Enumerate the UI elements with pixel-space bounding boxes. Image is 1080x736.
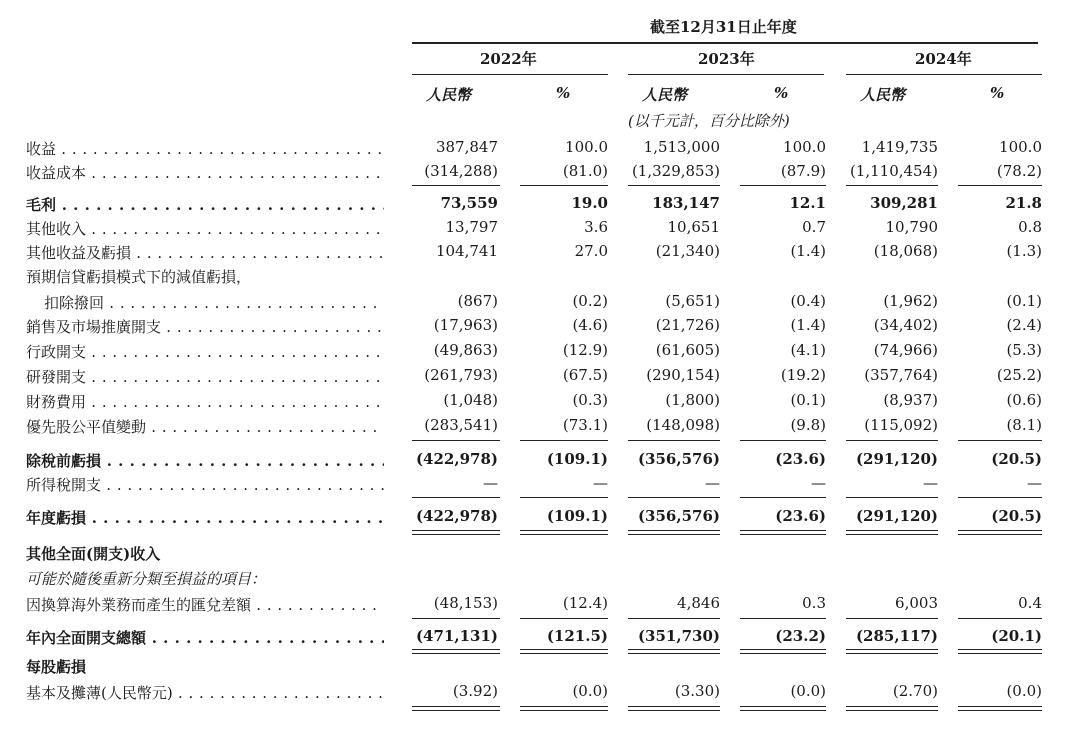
currency-header-2022: 人民幣 (426, 86, 472, 104)
value-2023-pct: 12.1 (789, 194, 826, 212)
value-2022-pct: (0.0) (572, 682, 608, 700)
value-2024-rmb: 1,419,735 (861, 138, 938, 156)
row-impairment-heading (0, 266, 1080, 291)
rule-segment (412, 185, 500, 186)
value-2023-rmb: (356,576) (637, 450, 720, 468)
value-2022-pct: 100.0 (565, 138, 608, 156)
value-2023-rmb: 4,846 (677, 594, 720, 612)
rule-segment (846, 497, 938, 498)
value-2024-pct: 100.0 (999, 138, 1042, 156)
value-2023-rmb: (356,576) (637, 507, 720, 525)
rule-segment (740, 534, 826, 535)
value-2024-pct: (1.3) (1006, 242, 1042, 260)
value-2024-rmb: (1,110,454) (849, 162, 938, 180)
value-2023-pct: 100.0 (783, 138, 826, 156)
period-header: 截至12月31日止年度 (650, 18, 797, 36)
rule-segment (520, 185, 608, 186)
value-2023-rmb: — (705, 474, 720, 492)
rule-segment (846, 440, 938, 441)
row-preferred-shares-fv (0, 416, 1080, 441)
value-2023-pct: (1.4) (790, 242, 826, 260)
rule-segment (958, 710, 1042, 711)
value-2024-rmb: (2.70) (892, 682, 938, 700)
year-2024-rule (846, 74, 1042, 75)
currency-header-2023: 人民幣 (642, 86, 688, 104)
value-2024-rmb: (115,092) (864, 416, 938, 434)
value-2022-rmb: (471,131) (415, 627, 498, 645)
row-label: 預期信貸虧損模式下的減值虧損， (26, 268, 252, 286)
value-2022-rmb: (314,288) (424, 162, 498, 180)
row-basic-diluted (0, 682, 1080, 707)
value-2024-rmb: (285,117) (855, 627, 938, 645)
value-2023-pct: (1.4) (790, 316, 826, 334)
value-2023-pct: (23.6) (775, 450, 826, 468)
rule-segment (846, 710, 938, 711)
rule-segment (520, 534, 608, 535)
row-cost-of-revenue (0, 162, 1080, 187)
rule-segment (846, 534, 938, 535)
value-2022-pct: 27.0 (574, 242, 608, 260)
period-rule (412, 42, 1038, 44)
rule-segment (958, 185, 1042, 186)
rule-segment (520, 706, 608, 707)
rule-segment (628, 440, 720, 441)
value-2022-rmb: (867) (457, 292, 498, 310)
rule-segment (412, 618, 500, 619)
value-2022-pct: (12.4) (562, 594, 608, 612)
rule-segment (958, 534, 1042, 535)
value-2023-rmb: (148,098) (646, 416, 720, 434)
rule-segment (740, 653, 826, 654)
value-2022-rmb: (283,541) (424, 416, 498, 434)
currency-header-2024: 人民幣 (860, 86, 906, 104)
rule-segment (958, 497, 1042, 498)
row-label: 年度虧損 . . . (26, 507, 384, 528)
row-fx-differences (0, 594, 1080, 619)
rule-segment (958, 653, 1042, 654)
rule-segment (740, 497, 826, 498)
row-label: 收益成本 . . . (26, 162, 384, 183)
value-2024-pct: (0.0) (1006, 682, 1042, 700)
percent-header-2022: % (556, 84, 571, 102)
rule-segment (520, 440, 608, 441)
row-net-of-reversal (0, 292, 1080, 317)
value-2023-pct: (4.1) (790, 341, 826, 359)
value-2022-rmb: (422,978) (415, 507, 498, 525)
percent-header-2024: % (990, 84, 1005, 102)
value-2022-rmb: — (483, 474, 498, 492)
value-2022-rmb: (17,963) (433, 316, 498, 334)
rule-segment (846, 185, 938, 186)
rule-segment (740, 530, 826, 531)
rule-segment (740, 618, 826, 619)
rule-segment (628, 618, 720, 619)
value-2024-rmb: (34,402) (873, 316, 938, 334)
percent-header-2023: % (774, 84, 789, 102)
row-other-gains-losses (0, 242, 1080, 267)
row-label: 其他全面(開支)收入 (26, 545, 161, 563)
row-admin-expenses (0, 341, 1080, 366)
row-label: 除稅前虧損 . . . (26, 450, 384, 471)
value-2023-rmb: (5,651) (665, 292, 720, 310)
rule-segment (628, 649, 720, 650)
value-2022-pct: (73.1) (562, 416, 608, 434)
value-2024-rmb: (1,962) (883, 292, 938, 310)
value-2022-rmb: (3.92) (452, 682, 498, 700)
value-2023-rmb: (290,154) (646, 366, 720, 384)
rule-segment (412, 534, 500, 535)
value-2022-rmb: (1,048) (443, 391, 498, 409)
rule-segment (412, 710, 500, 711)
value-2024-pct: (2.4) (1006, 316, 1042, 334)
value-2022-pct: (12.9) (562, 341, 608, 359)
value-2022-rmb: 13,797 (445, 218, 498, 236)
year-2022-rule (412, 74, 608, 75)
rule-segment (520, 618, 608, 619)
value-2023-rmb: (21,726) (655, 316, 720, 334)
value-2024-pct: (25.2) (996, 366, 1042, 384)
value-2023-rmb: 1,513,000 (643, 138, 720, 156)
value-2023-pct: (9.8) (790, 416, 826, 434)
value-2023-pct: (23.6) (775, 507, 826, 525)
value-2024-rmb: 10,790 (885, 218, 938, 236)
value-2024-rmb: (291,120) (855, 507, 938, 525)
value-2022-rmb: 104,741 (435, 242, 498, 260)
rule-segment (846, 653, 938, 654)
row-label: 銷售及市場推廣開支 . . . (26, 316, 384, 337)
value-2024-pct: (8.1) (1006, 416, 1042, 434)
row-label: 扣除撥回 . . . (44, 292, 384, 313)
value-2024-pct: (5.3) (1006, 341, 1042, 359)
value-2024-pct: (0.6) (1006, 391, 1042, 409)
row-label: 可能於隨後重新分類至損益的項目： (26, 570, 267, 588)
rule-segment (958, 440, 1042, 441)
value-2022-pct: (109.1) (546, 507, 608, 525)
value-2022-pct: (109.1) (546, 450, 608, 468)
value-2022-pct: 3.6 (584, 218, 608, 236)
rule-segment (958, 618, 1042, 619)
row-label: 財務費用 . . . (26, 391, 384, 412)
rule-segment (628, 710, 720, 711)
row-reclass-heading (0, 568, 1080, 593)
row-finance-costs (0, 391, 1080, 416)
value-2023-rmb: 10,651 (667, 218, 720, 236)
row-loss-for-year (0, 507, 1080, 532)
year-2023-header: 2023年 (698, 50, 755, 68)
value-2023-rmb: (61,605) (655, 341, 720, 359)
value-2024-pct: 0.4 (1018, 594, 1042, 612)
row-income-tax (0, 474, 1080, 499)
rule-segment (628, 530, 720, 531)
value-2024-rmb: — (923, 474, 938, 492)
rule-segment (958, 706, 1042, 707)
rule-segment (958, 649, 1042, 650)
value-2024-pct: (78.2) (996, 162, 1042, 180)
rule-segment (412, 530, 500, 531)
value-2022-pct: (121.5) (546, 627, 608, 645)
row-label: 毛利 . . . (26, 194, 384, 215)
row-label: 其他收益及虧損 . . . (26, 242, 384, 263)
rule-segment (412, 497, 500, 498)
value-2022-pct: (81.0) (562, 162, 608, 180)
row-label: 收益 . . . (26, 138, 384, 159)
value-2023-pct: 0.3 (802, 594, 826, 612)
row-label: 行政開支 . . . (26, 341, 384, 362)
value-2023-pct: (0.0) (790, 682, 826, 700)
row-other-income (0, 218, 1080, 243)
rule-segment (520, 530, 608, 531)
value-2024-rmb: (291,120) (855, 450, 938, 468)
rule-segment (628, 706, 720, 707)
value-2024-pct: — (1027, 474, 1042, 492)
row-label: 優先股公平值變動 . . . (26, 416, 384, 437)
rule-segment (628, 653, 720, 654)
rule-segment (520, 649, 608, 650)
rule-segment (628, 497, 720, 498)
value-2023-pct: (23.2) (775, 627, 826, 645)
rule-segment (740, 649, 826, 650)
value-2022-pct: 19.0 (571, 194, 608, 212)
row-label: 因換算海外業務而產生的匯兌差額 . . . (26, 594, 384, 615)
value-2024-rmb: (357,764) (864, 366, 938, 384)
value-2023-pct: (19.2) (780, 366, 826, 384)
value-2022-rmb: (261,793) (424, 366, 498, 384)
rule-segment (846, 706, 938, 707)
row-rnd-expenses (0, 366, 1080, 391)
rule-segment (740, 440, 826, 441)
value-2023-rmb: (1,329,853) (631, 162, 720, 180)
value-2024-rmb: (18,068) (873, 242, 938, 260)
rule-segment (412, 649, 500, 650)
value-2022-rmb: 387,847 (435, 138, 498, 156)
value-2023-pct: (0.4) (790, 292, 826, 310)
row-revenue (0, 138, 1080, 163)
row-gross-profit (0, 194, 1080, 219)
rule-segment (740, 710, 826, 711)
value-2023-pct: 0.7 (802, 218, 826, 236)
value-2022-pct: — (593, 474, 608, 492)
rule-segment (520, 710, 608, 711)
row-label: 年內全面開支總額 . . . (26, 627, 384, 648)
value-2023-rmb: (21,340) (655, 242, 720, 260)
value-2022-pct: (4.6) (572, 316, 608, 334)
value-2023-rmb: (1,800) (665, 391, 720, 409)
value-2023-rmb: (351,730) (637, 627, 720, 645)
row-selling-expenses (0, 316, 1080, 341)
row-loss-before-tax (0, 450, 1080, 475)
rule-segment (412, 440, 500, 441)
rule-segment (740, 185, 826, 186)
year-2024-header: 2024年 (915, 50, 972, 68)
value-2024-pct: (20.1) (991, 627, 1042, 645)
value-2024-rmb: 309,281 (870, 194, 938, 212)
rule-segment (628, 534, 720, 535)
row-label: 其他收入 . . . (26, 218, 384, 239)
value-2022-rmb: 73,559 (440, 194, 498, 212)
value-2022-pct: (67.5) (562, 366, 608, 384)
value-2024-pct: 0.8 (1018, 218, 1042, 236)
rule-segment (520, 497, 608, 498)
value-2023-rmb: 183,147 (652, 194, 720, 212)
value-2023-rmb: (3.30) (674, 682, 720, 700)
rule-segment (412, 653, 500, 654)
row-loss-per-share-heading (0, 656, 1080, 681)
rule-segment (412, 706, 500, 707)
value-2024-pct: (20.5) (991, 450, 1042, 468)
rule-segment (846, 530, 938, 531)
value-2024-pct: (0.1) (1006, 292, 1042, 310)
value-2023-pct: (0.1) (790, 391, 826, 409)
row-label: 研發開支 . . . (26, 366, 384, 387)
value-2022-pct: (0.3) (572, 391, 608, 409)
value-2024-rmb: (8,937) (883, 391, 938, 409)
rule-segment (846, 618, 938, 619)
value-2022-rmb: (422,978) (415, 450, 498, 468)
value-2022-rmb: (49,863) (433, 341, 498, 359)
row-label: 所得稅開支 . . . (26, 474, 384, 495)
value-2023-pct: (87.9) (780, 162, 826, 180)
value-2024-rmb: (74,966) (873, 341, 938, 359)
rule-segment (740, 706, 826, 707)
value-2024-pct: 21.8 (1005, 194, 1042, 212)
row-label: 每股虧損 (26, 658, 87, 676)
row-oci-heading (0, 543, 1080, 568)
rule-segment (846, 649, 938, 650)
value-2023-pct: — (811, 474, 826, 492)
row-label: 基本及攤薄(人民幣元) . . . (26, 682, 384, 703)
value-2022-rmb: (48,153) (433, 594, 498, 612)
value-2022-pct: (0.2) (572, 292, 608, 310)
rule-segment (628, 185, 720, 186)
value-2024-pct: (20.5) (991, 507, 1042, 525)
value-2024-rmb: 6,003 (895, 594, 938, 612)
year-2023-rule (628, 74, 824, 75)
units-note: (以千元計，百分比除外) (628, 112, 790, 130)
year-2022-header: 2022年 (480, 50, 537, 68)
rule-segment (520, 653, 608, 654)
rule-segment (958, 530, 1042, 531)
